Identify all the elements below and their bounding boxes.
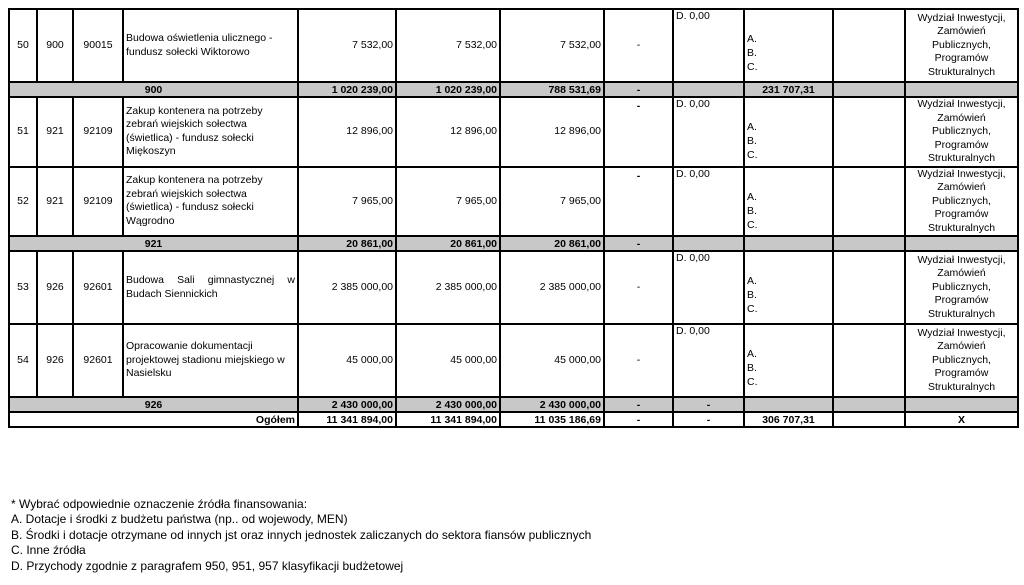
- footnote-b: B. Środki i dotacje otrzymane od innych jst oraz innych jednostek zaliczanych do sektora fiansów publicznych: [11, 527, 592, 542]
- total-label: Ogółem: [9, 412, 298, 427]
- footnote-intro: * Wybrać odpowiednie oznaczenie źródła finansowania:: [11, 497, 308, 511]
- task-name-cell: Zakup kontenera na potrzeby zebrań wiejskich sołectwa (świetlica) - fundusz sołecki Wągrodno: [123, 167, 298, 237]
- amount-budget-cell: 12 896,00: [500, 97, 604, 167]
- table-body: [9, 9, 1018, 427]
- sum-plan-cell: 1 020 239,00: [396, 82, 500, 97]
- empty-cell: [833, 9, 905, 82]
- source-line: B.: [747, 135, 757, 147]
- table-row: [9, 167, 1018, 237]
- subtotal-label: 921: [9, 236, 298, 251]
- dash-cell: -: [604, 9, 673, 82]
- source-line: A.: [747, 33, 757, 45]
- footnotes: [11, 497, 591, 574]
- amount-budget-cell: 7 965,00: [500, 167, 604, 237]
- empty-cell: [833, 251, 905, 324]
- department-cell: Wydział Inwestycji, Zamówień Publicznych, Programów Strukturalnych: [905, 251, 1018, 324]
- source-line: B.: [747, 289, 757, 301]
- table-row: [9, 9, 1018, 82]
- subtotal-label: 900: [9, 82, 298, 97]
- empty-cell: [833, 167, 905, 237]
- source-line: C.: [747, 376, 758, 388]
- source-line: A.: [747, 275, 757, 287]
- dash-cell: -: [604, 97, 673, 167]
- sum-abc-cell: [744, 236, 833, 251]
- source-d-cell: D. 0,00: [673, 251, 744, 324]
- sum-abc-cell: [744, 397, 833, 412]
- task-name-cell: Zakup kontenera na potrzeby zebrań wiejskich sołectwa (świetlica) - fundusz sołecki Miękoszyn: [123, 97, 298, 167]
- source-line: C.: [747, 149, 758, 161]
- amount-total-cell: 12 896,00: [298, 97, 396, 167]
- sum-empty-cell: [833, 397, 905, 412]
- lp-cell: 52: [9, 167, 37, 237]
- sum-budget-cell: 2 430 000,00: [500, 397, 604, 412]
- dzial-cell: 926: [37, 251, 73, 324]
- sum-total-cell: 2 430 000,00: [298, 397, 396, 412]
- sum-dash-cell: -: [604, 236, 673, 251]
- source-abc-cell: [744, 97, 833, 167]
- department-cell: Wydział Inwestycji, Zamówień Publicznych, Programów Strukturalnych: [905, 324, 1018, 397]
- task-name-cell: Opracowanie dokumentacji projektowej stadionu miejskiego w Nasielsku: [123, 324, 298, 397]
- sum-total-cell: 11 341 894,00: [298, 412, 396, 427]
- dash-cell: -: [604, 324, 673, 397]
- source-line: C.: [747, 218, 758, 231]
- amount-plan-cell: 12 896,00: [396, 97, 500, 167]
- amount-plan-cell: 7 532,00: [396, 9, 500, 82]
- task-name-cell: Budowa oświetlenia ulicznego - fundusz sołecki Wiktorowo: [123, 9, 298, 82]
- budget-table: [8, 8, 1019, 428]
- lp-cell: 51: [9, 97, 37, 167]
- table-row: [9, 251, 1018, 324]
- dzial-cell: 900: [37, 9, 73, 82]
- footnote-c: C. Inne źródła: [11, 543, 86, 558]
- sum-budget-cell: 11 035 186,69: [500, 412, 604, 427]
- sum-d-cell: [673, 82, 744, 97]
- sum-abc-cell: 306 707,31: [744, 412, 833, 427]
- sum-d-cell: -: [673, 412, 744, 427]
- source-line: B.: [747, 362, 757, 374]
- source-d-cell: D. 0,00: [673, 9, 744, 82]
- total-row: [9, 412, 1018, 427]
- amount-plan-cell: 45 000,00: [396, 324, 500, 397]
- empty-cell: [833, 324, 905, 397]
- sum-dash-cell: -: [604, 397, 673, 412]
- dzial-cell: 921: [37, 97, 73, 167]
- footnote-d: D. Przychody zgodnie z paragrafem 950, 951, 957 klasyfikacji budżetowej: [11, 558, 404, 573]
- source-line: B.: [747, 47, 757, 59]
- footnote-a: A. Dotacje i środki z budżetu państwa (np.. od wojewody, MEN): [11, 512, 348, 527]
- subtotal-label: 926: [9, 397, 298, 412]
- sum-plan-cell: 2 430 000,00: [396, 397, 500, 412]
- sum-empty-cell: [833, 236, 905, 251]
- rozdzial-cell: 92109: [73, 97, 123, 167]
- amount-budget-cell: 2 385 000,00: [500, 251, 604, 324]
- sum-dash-cell: -: [604, 412, 673, 427]
- table-row: [9, 324, 1018, 397]
- lp-cell: 50: [9, 9, 37, 82]
- source-line: A.: [747, 190, 757, 203]
- source-abc-cell: [744, 167, 833, 237]
- sum-department-cell: [905, 397, 1018, 412]
- sum-budget-cell: 20 861,00: [500, 236, 604, 251]
- amount-total-cell: 2 385 000,00: [298, 251, 396, 324]
- dash-cell: -: [604, 251, 673, 324]
- amount-total-cell: 7 532,00: [298, 9, 396, 82]
- sum-dash-cell: -: [604, 82, 673, 97]
- dzial-cell: 926: [37, 324, 73, 397]
- lp-cell: 53: [9, 251, 37, 324]
- source-abc-cell: [744, 324, 833, 397]
- amount-budget-cell: 45 000,00: [500, 324, 604, 397]
- rozdzial-cell: 92109: [73, 167, 123, 237]
- sum-abc-cell: 231 707,31: [744, 82, 833, 97]
- subtotal-row: [9, 82, 1018, 97]
- subtotal-row: [9, 236, 1018, 251]
- source-line: C.: [747, 303, 758, 315]
- source-line: A.: [747, 348, 757, 360]
- department-cell: Wydział Inwestycji, Zamówień Publicznych, Programów Strukturalnych: [905, 97, 1018, 167]
- subtotal-row: [9, 397, 1018, 412]
- task-name-cell: Budowa Sali gimnastycznej w Budach Siennickich: [123, 251, 298, 324]
- sum-plan-cell: 20 861,00: [396, 236, 500, 251]
- source-d-cell: D. 0,00: [673, 97, 744, 167]
- empty-cell: [833, 97, 905, 167]
- source-d-cell: D. 0,00: [673, 167, 744, 237]
- rozdzial-cell: 92601: [73, 324, 123, 397]
- rozdzial-cell: 90015: [73, 9, 123, 82]
- source-line: C.: [747, 61, 758, 73]
- dash-cell: -: [604, 167, 673, 237]
- dzial-cell: 921: [37, 167, 73, 237]
- sum-d-cell: -: [673, 397, 744, 412]
- sum-plan-cell: 11 341 894,00: [396, 412, 500, 427]
- sum-empty-cell: [833, 412, 905, 427]
- sum-department-cell: [905, 236, 1018, 251]
- sum-d-cell: [673, 236, 744, 251]
- sum-total-cell: 20 861,00: [298, 236, 396, 251]
- amount-total-cell: 45 000,00: [298, 324, 396, 397]
- sum-department-cell: X: [905, 412, 1018, 427]
- rozdzial-cell: 92601: [73, 251, 123, 324]
- table-row: [9, 97, 1018, 167]
- amount-plan-cell: 7 965,00: [396, 167, 500, 237]
- sum-empty-cell: [833, 82, 905, 97]
- sum-department-cell: [905, 82, 1018, 97]
- source-abc-cell: [744, 9, 833, 82]
- source-line: B.: [747, 204, 757, 217]
- lp-cell: 54: [9, 324, 37, 397]
- source-line: A.: [747, 121, 757, 133]
- department-cell: Wydział Inwestycji, Zamówień Publicznych, Programów Strukturalnych: [905, 9, 1018, 82]
- sum-total-cell: 1 020 239,00: [298, 82, 396, 97]
- amount-plan-cell: 2 385 000,00: [396, 251, 500, 324]
- amount-budget-cell: 7 532,00: [500, 9, 604, 82]
- source-abc-cell: [744, 251, 833, 324]
- source-d-cell: D. 0,00: [673, 324, 744, 397]
- department-cell: Wydział Inwestycji, Zamówień Publicznych, Programów Strukturalnych: [905, 167, 1018, 237]
- amount-total-cell: 7 965,00: [298, 167, 396, 237]
- sum-budget-cell: 788 531,69: [500, 82, 604, 97]
